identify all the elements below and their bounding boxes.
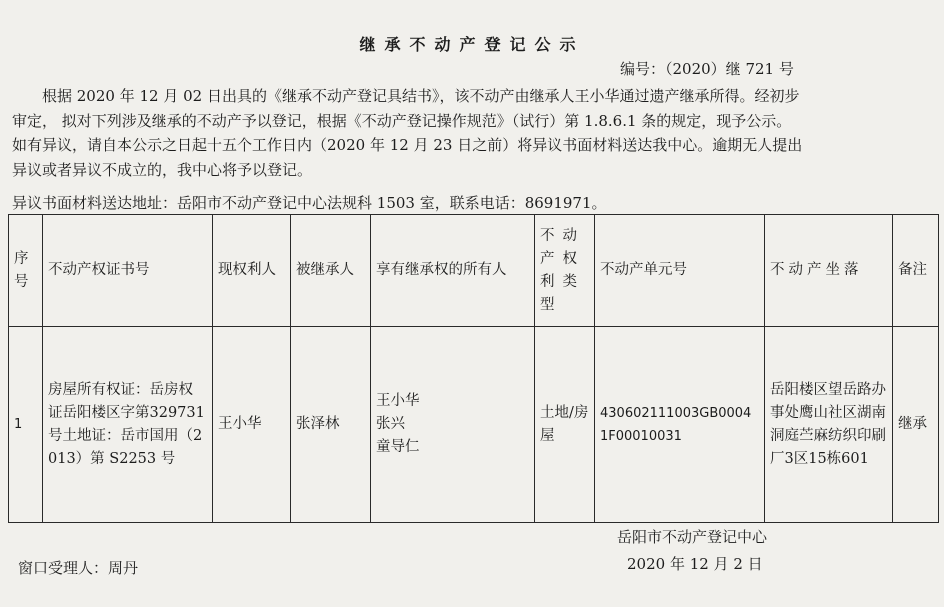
cell-decedent: 张泽林 [291,327,371,523]
cell-heirs [371,327,535,523]
window-agent: 窗口受理人：周丹 [18,559,139,577]
header-seq: 序号 [9,215,43,327]
body-line-2: 审定， 拟对下列涉及继承的不动产予以登记，根据《不动产登记操作规范》（试行）第 1.8.6.1 条的规定，现予公示。 [12,111,792,130]
header-right-type: 不动产权利类型 [535,215,595,327]
heir-3: 童导仁 [376,439,420,455]
header-remark: 备注 [893,215,939,327]
cell-current-holder: 王小华 [213,327,291,523]
header-certificate: 不动产权证书号 [43,215,213,327]
notice-body [12,84,932,182]
body-line-1: 根据 2020 年 12 月 02 日出具的《继承不动产登记具结书》，该不动产由继承人王小华通过遗产继承所得。经初步 [42,87,800,105]
document-number: 编号：（2020）继 721 号 [620,60,794,78]
cell-remark: 继承 [893,327,939,523]
header-location: 不动产坐落 [765,215,893,327]
page-title: 继承不动产登记公示 [359,35,585,54]
header-heirs: 享有继承权的所有人 [371,215,535,327]
cell-right-type: 土地/房屋 [535,327,595,523]
table-row [9,327,939,523]
cell-location: 岳阳楼区望岳路办事处鹰山社区湖南洞庭苎麻纺织印刷厂3区15栋601 [765,327,893,523]
property-table [8,214,939,523]
body-line-3: 如有异议，请自本公示之日起十五个工作日内（2020 年 12 月 23 日之前）将异议书面材料送达我中心。逾期无人提出 [12,136,803,154]
body-line-4: 异议或者异议不成立的，我中心将予以登记。 [12,160,313,179]
issue-date: 2020 年 12 月 2 日 [627,555,763,573]
cell-unit-number: 430602111003GB00041F00010031 [595,327,765,523]
heir-2: 张兴 [376,416,405,432]
header-current-holder: 现权利人 [213,215,291,327]
cell-certificate: 房屋所有权证：岳房权证岳阳楼区字第329731 号土地证：岳市国用（2013）第 S2253 号 [43,327,213,523]
issuing-organization: 岳阳市不动产登记中心 [617,528,768,546]
heir-1: 王小华 [376,393,420,409]
header-unit-number: 不动产单元号 [595,215,765,327]
table-header-row [9,215,939,327]
objection-address: 异议书面材料送达地址：岳阳市不动产登记中心法规科 1503 室，联系电话：8691971。 [12,194,607,212]
cell-seq: 1 [9,327,43,523]
header-decedent: 被继承人 [291,215,371,327]
